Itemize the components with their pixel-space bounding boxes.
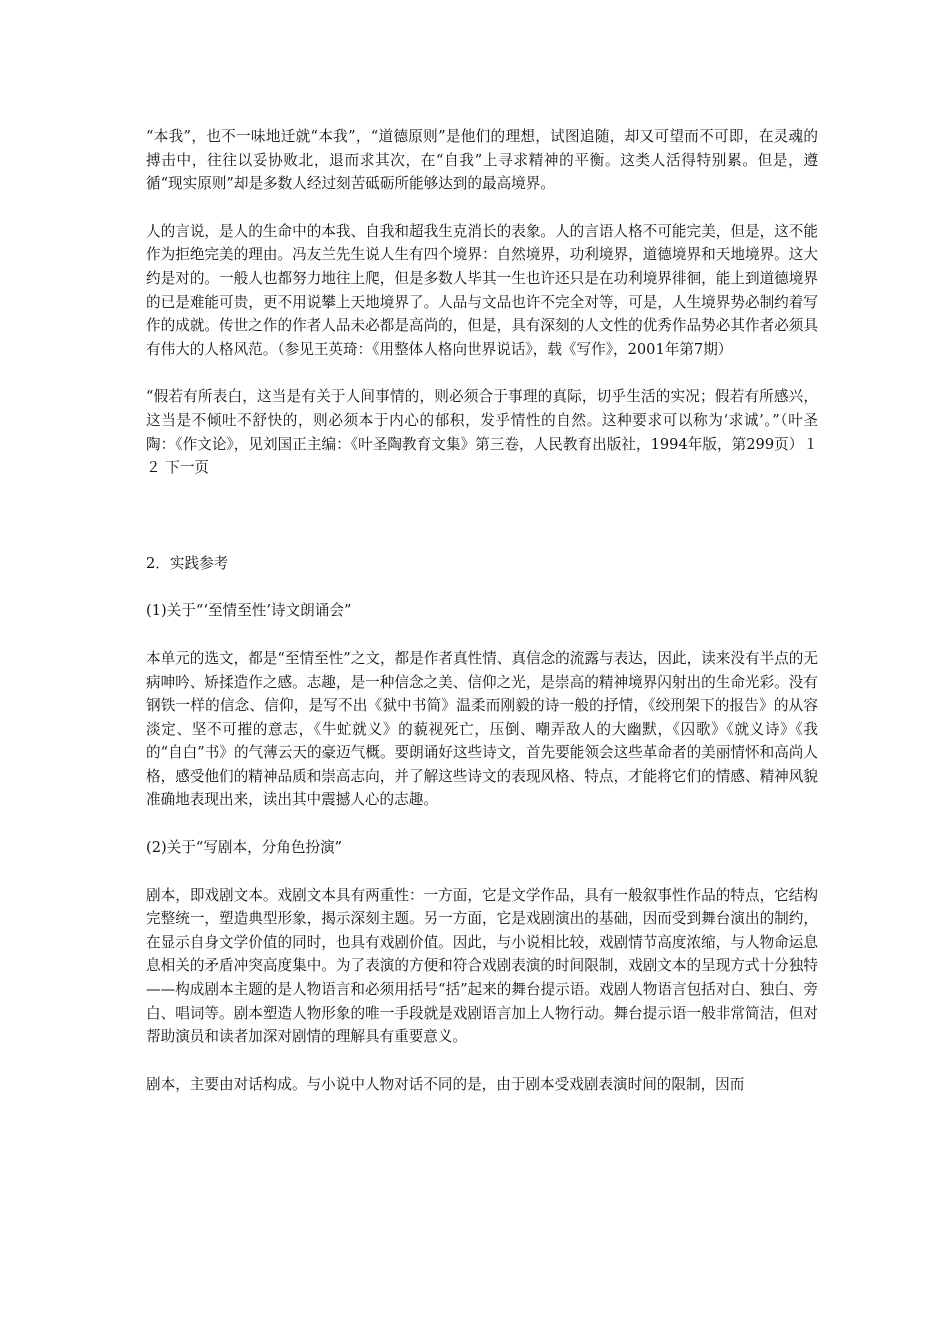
paragraph-gap [146,860,818,884]
paragraph-gap [146,361,818,385]
paragraph-gap [146,196,818,220]
subsection-paragraph-2: 剧本，即戏剧文本。戏剧文本具有两重性：一方面，它是文学作品，具有一般叙事性作品的特点，它结构完整统一，塑造典型形象，揭示深刻主题。另一方面，它是戏剧演出的基础，因而受到舞台演出的制约，在显示自身文学价值的同时，也具有戏剧价值。因此，与小说相比较，戏剧情节高度浓缩，与人物命运息息相关的矛盾冲突高度集中。为了表演的方便和符合戏剧表演的时间限制，戏剧文本的呈现方式十分独特——构成剧本主题的是人物语言和必须用括号“括”起来的舞台提示语。戏剧人物语言包括对白、独白、旁白、唱词等。剧本塑造人物形象的唯一手段就是戏剧语言加上人物行动。舞台提示语一般非常简洁，但对帮助演员和读者加深对剧情的理解具有重要意义。 [146,886,818,1046]
last-paragraph: 剧本，主要由对话构成。与小说中人物对话不同的是，由于剧本受戏剧表演时间的限制，因而 [146,1075,745,1093]
paragraph-gap [146,623,818,647]
paragraph-gap [146,575,818,599]
document-page [146,125,818,1096]
subsection-heading-1: (1)关于“‘至情至性’诗文朗诵会” [146,602,352,620]
paragraph-3: “假若有所表白，这当是有关于人间事情的，则必须合于事理的真际，切乎生活的实况；假若有所感兴，这当是不倾吐不舒快的，则必须本于内心的郁积，发乎情性的自然。这种要求可以称为‘求诚’。”（叶圣陶：《作文论》，见刘国正主编：《叶圣陶教育文集》第三卷，人民教育出版社，1994年版，第299页）１ ２ 下一页 [146,388,818,477]
paragraph-gap [146,1049,818,1073]
paragraph-2: 人的言说，是人的生命中的本我、自我和超我生克消长的表象。人的言语人格不可能完美，但是，这不能作为拒绝完美的理由。冯友兰先生说人生有四个境界：自然境界，功利境界，道德境界和天地境界。这大约是对的。一般人也都努力地往上爬，但是多数人毕其一生也许还只是在功利境界徘徊，能上到道德境界的已是难能可贵，更不用说攀上天地境界了。人品与文品也许不完全对等，可是，人生境界势必制约着写作的成就。传世之作的作者人品未必都是高尚的，但是，具有深刻的人文性的优秀作品势必其作者必须具有伟大的人格风范。（参见王英琦：《用整体人格向世界说话》，载《写作》，2001年第7期） [146,222,818,358]
section-gap [146,480,818,552]
paragraph-gap [146,812,818,836]
paragraph-1: “本我”，也不一味地迁就“本我”，“道德原则”是他们的理想，试图追随，却又可望而不可即，在灵魂的搏击中，往往以妥协败北，退而求其次，在“自我”上寻求精神的平衡。这类人活得特别累。但是，遵循“现实原则”却是多数人经过刻苦砥砺所能够达到的最高境界。 [146,128,818,193]
subsection-paragraph-1: 本单元的选文，都是“至情至性”之文，都是作者真性情、真信念的流露与表达，因此，读来没有半点的无病呻吟、矫揉造作之感。志趣，是一种信念之美、信仰之光，是崇高的精神境界闪射出的生命光彩。没有钢铁一样的信念、信仰，是写不出《狱中书简》温柔而刚毅的诗一般的抒情，《绞刑架下的报告》的从容淡定、坚不可摧的意志，《牛虻就义》的藐视死亡，压倒、嘲弄敌人的大幽默，《囚歌》《就义诗》《我的“自白”书》的气薄云天的豪迈气概。要朗诵好这些诗文，首先要能领会这些革命者的美丽情怀和高尚人格，感受他们的精神品质和崇高志向，并了解这些诗文的表现风格、特点，才能将它们的情感、精神风貌准确地表现出来，读出其中震撼人心的志趣。 [146,649,818,809]
section-heading: 2．实践参考 [146,554,229,572]
subsection-heading-2: (2)关于“写剧本，分角色扮演” [146,839,343,857]
